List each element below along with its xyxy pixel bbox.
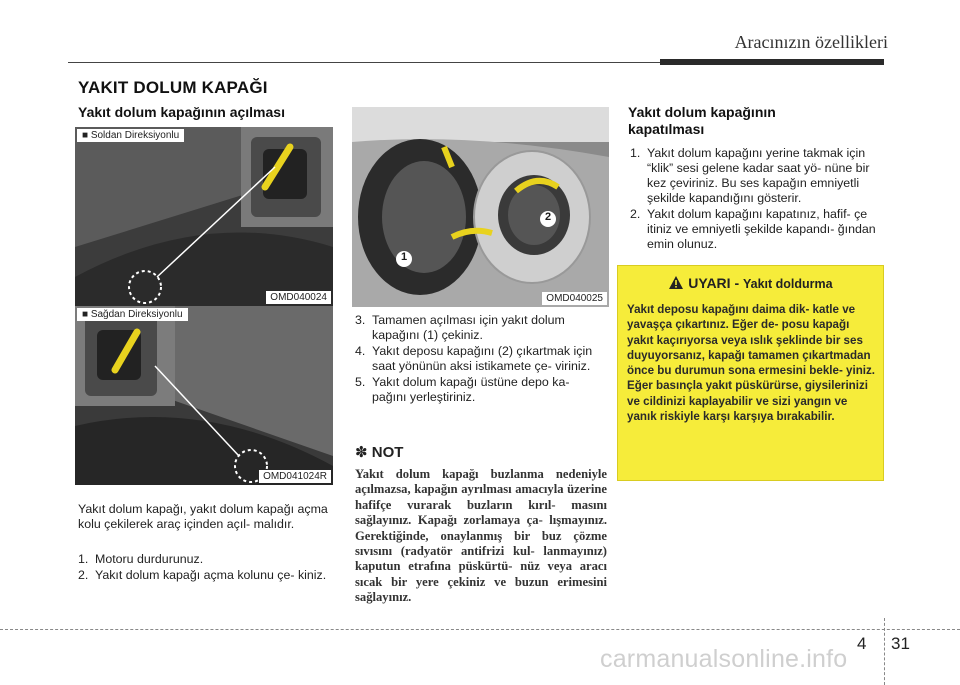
photo-right-hand-drive [75, 306, 333, 485]
photo-label-rhd: ■ Sağdan Direksiyonlu [77, 308, 188, 321]
opening-intro-text: Yakıt dolum kapağı, yakıt dolum kapağı açma kolu çekilerek araç içinden açıl- malıdır. [78, 502, 328, 531]
warning-box [617, 265, 884, 481]
photo-marker-2: 2 [544, 211, 552, 223]
warning-triangle-icon [668, 275, 684, 290]
page-number: 31 [891, 634, 910, 653]
lever-photo-rhd [75, 306, 333, 485]
lever-photo-lhd [75, 127, 333, 306]
chapter-title: Aracınızın özellikleri [734, 32, 888, 52]
chapter-number: 4 [857, 634, 867, 653]
list-item: 3. Tamamen açılması için yakıt dolum kapağını (1) çekiniz. [355, 313, 565, 342]
photo-code-lhd: OMD040024 [266, 291, 331, 304]
list-item: 1. Motoru durdurunuz. [78, 552, 204, 566]
photo-left-hand-drive [75, 127, 333, 306]
opening-steps-list [78, 552, 333, 584]
list-item: 5. Yakıt dolum kapağı üstüne depo ka- pağını yerleştiriniz. [355, 375, 570, 404]
warning-body: Yakıt deposu kapağını daima dik- katle ve yavaşça çıkartınız. Eğer de- posu kapağı yakıt kaçırıyorsa veya ıslık şeklinde bir ses duyuyorsanız, kapağı tamamen çıkartmadan önce bu durumun sona ermesini bekle- yiniz. Eğer basınçla yakıt püskürürse, giysilerinizi ve cildinizi kaplayabilir ve sizi yangın ve yanık riskiyle karşı karşıya bırakabilir. [627, 303, 876, 424]
list-item: 1. Yakıt dolum kapağını yerine takmak için “klik” sesi gelene kadar saat yö- nüne bir kez çeviriniz. Bu ses kapağın emniyetli şekilde kapandığını gösterir. [630, 146, 870, 205]
closing-subheading: Yakıt dolum kapağının kapatılması [628, 104, 776, 137]
list-item: 2. Yakıt dolum kapağı açma kolunu çe- kiniz. [78, 568, 327, 582]
footer-page-divider [884, 618, 885, 685]
warning-title: UYARI - Yakıt doldurma [618, 275, 883, 291]
photo-code-fuel-cap: OMD040025 [542, 292, 607, 305]
note-heading: ✽ NOT [355, 444, 404, 461]
photo-label-lhd: ■ Soldan Direksiyonlu [77, 129, 184, 142]
footer-divider [0, 629, 960, 630]
section-title: YAKIT DOLUM KAPAĞI [78, 78, 268, 97]
photo-fuel-cap [352, 107, 609, 307]
photo-code-rhd: OMD041024R [259, 470, 331, 483]
note-body: Yakıt dolum kapağı buzlanma nedeniyle açılmazsa, kapağın ayrılması amacıyla üzerine hafifçe vurarak buzların kırıl- masını sağlayınız. Kapağı zorlamaya ça- lışmayınız. Gerektiğinde, onaylanmış bir buz çözme sıvısını (radyatör antifrizi kul- lanmayınız) kaputun etrafına püskürtü- nüz veya aracı sıcak bir yere çekiniz ve buzun erimesini sağlayınız. [355, 467, 607, 605]
header-accent-bar [660, 59, 884, 65]
list-item: 2. Yakıt dolum kapağını kapatınız, hafif- çe itiniz ve emniyetli şekilde kapandı- ğından emin olunuz. [630, 207, 876, 251]
closing-steps-list [630, 146, 884, 253]
header-divider [68, 62, 660, 63]
photo-marker-1: 1 [400, 251, 408, 263]
opening-subheading: Yakıt dolum kapağının açılması [78, 104, 285, 120]
opening-steps-list-continued [355, 313, 607, 406]
list-item: 4. Yakıt deposu kapağını (2) çıkartmak için saat yönünün aksi istikamete çe- viriniz. [355, 344, 593, 373]
watermark: carmanualsonline.info [600, 645, 848, 673]
fuel-cap-photo [352, 107, 609, 307]
